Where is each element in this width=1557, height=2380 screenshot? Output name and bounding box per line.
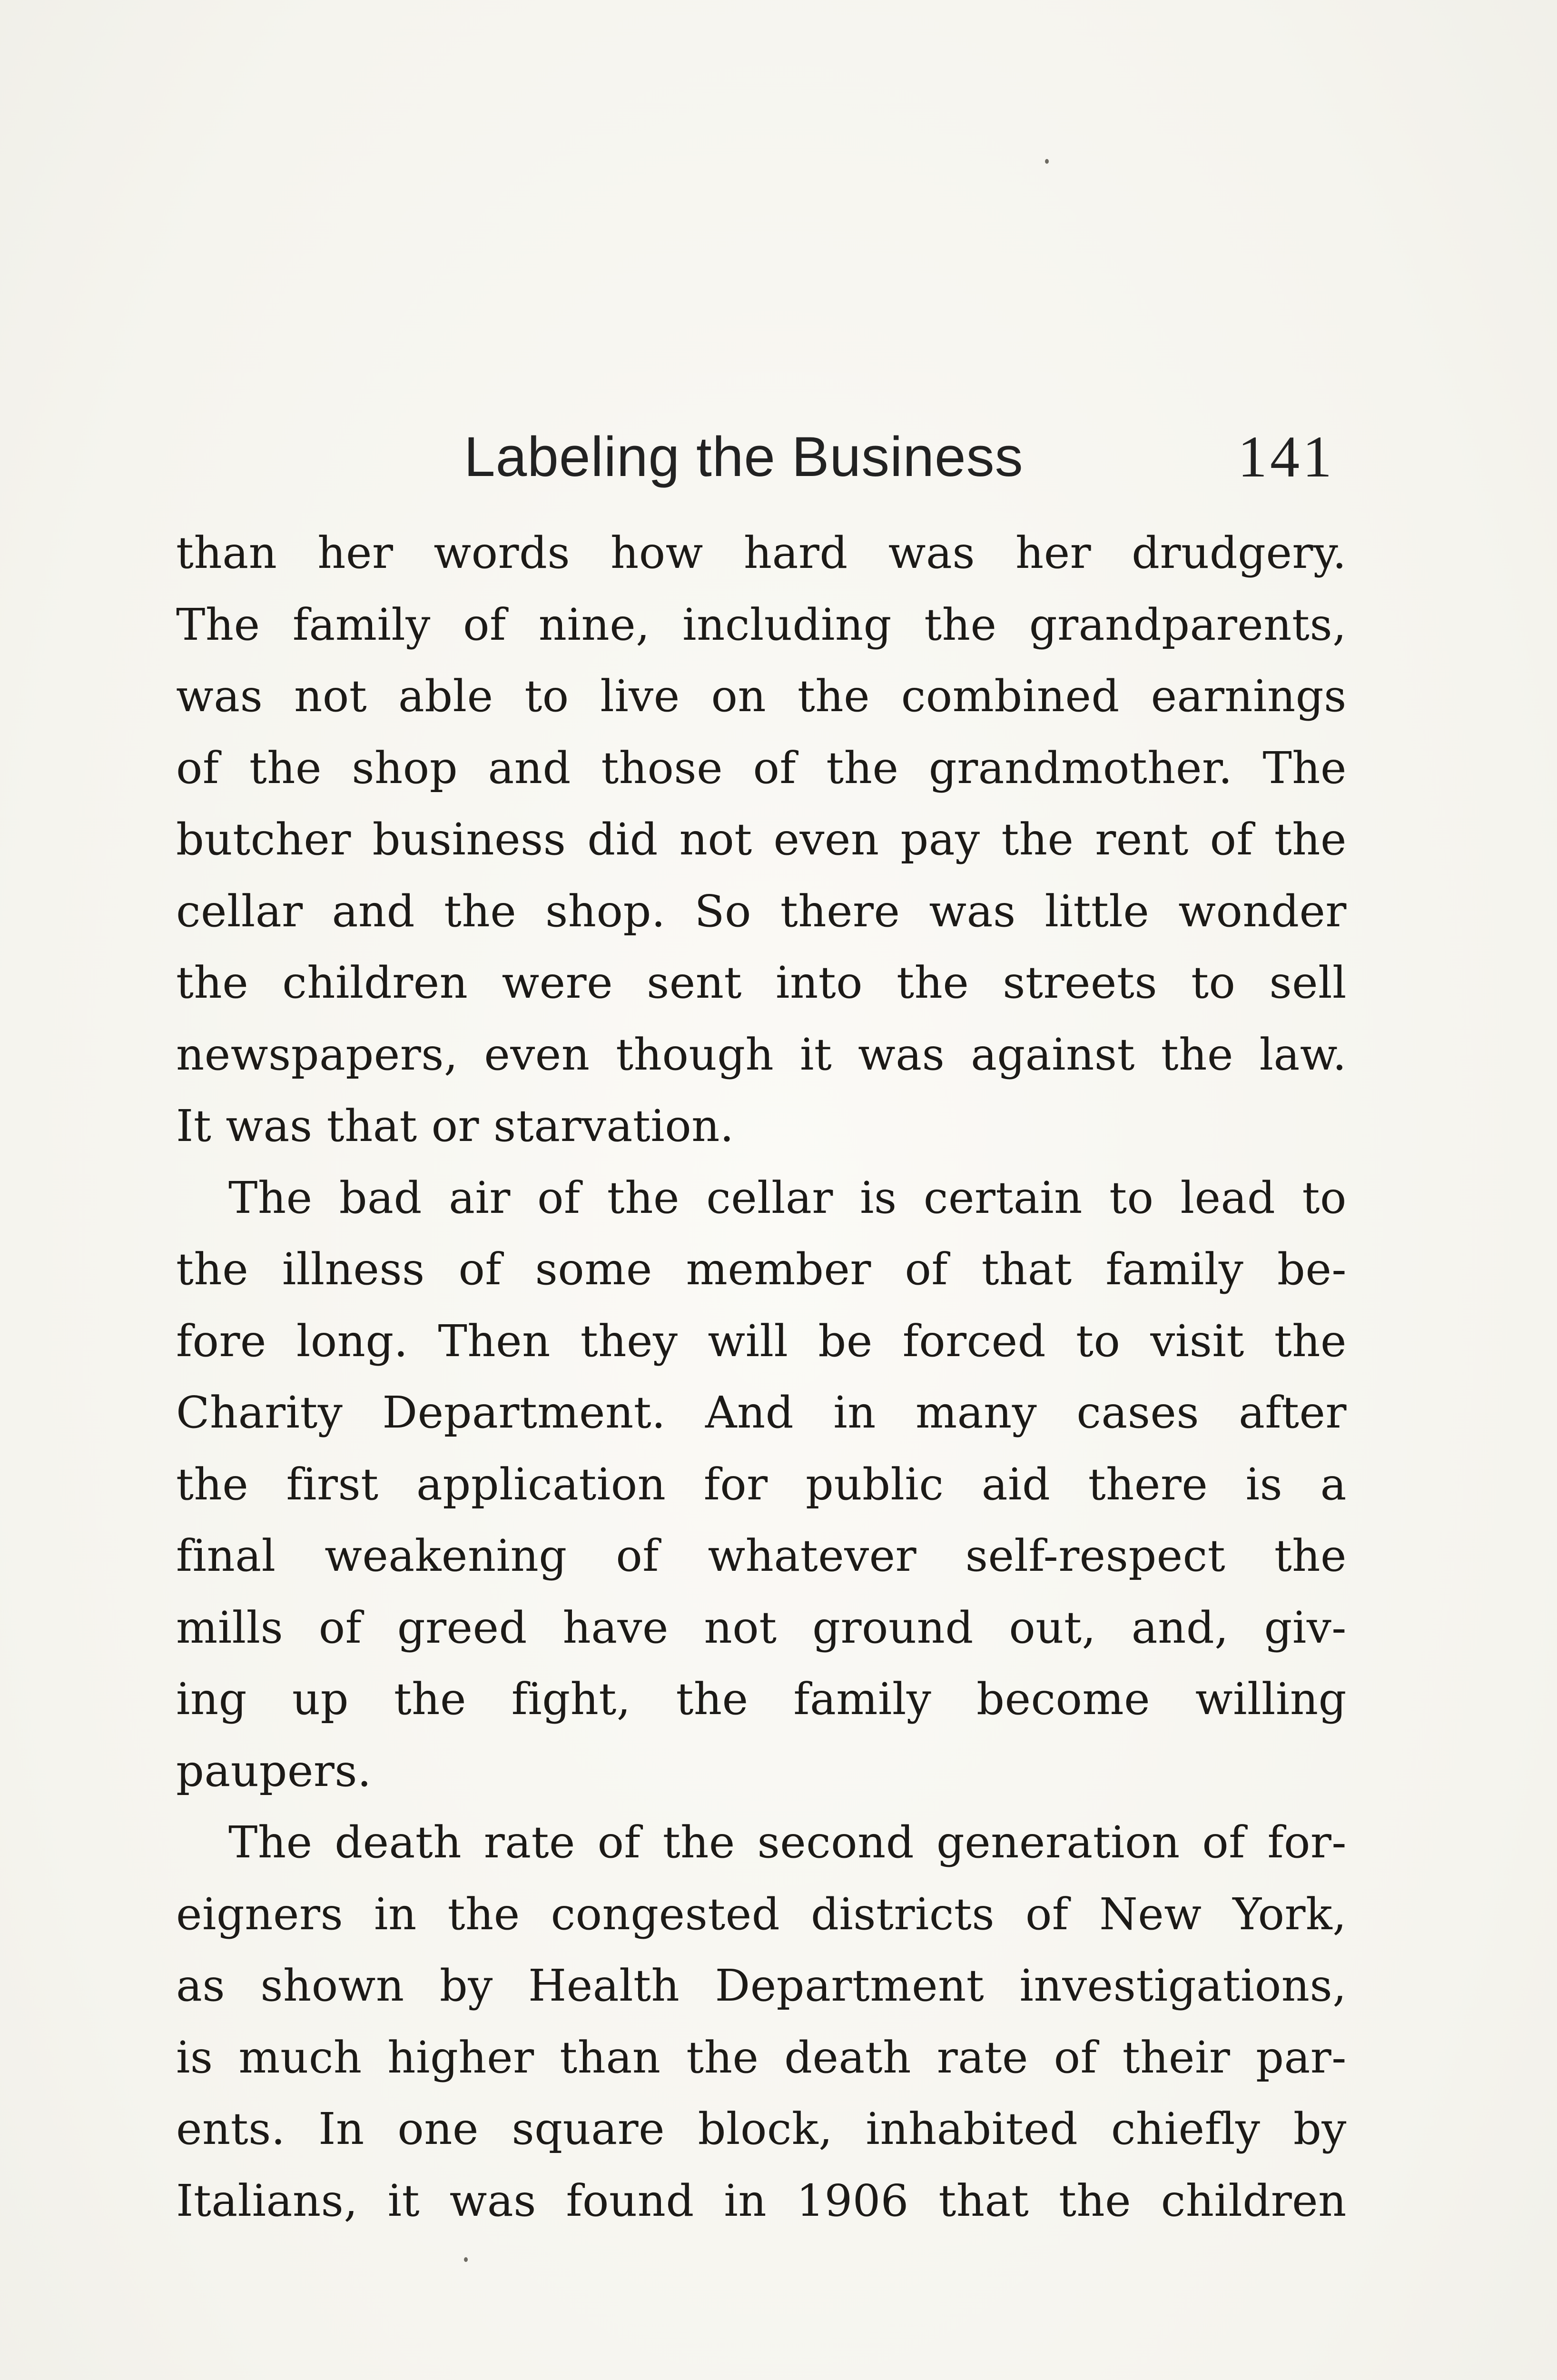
text-line xyxy=(176,1019,1347,1091)
word: of xyxy=(1210,814,1253,865)
word: for xyxy=(703,1458,768,1510)
word: be xyxy=(818,1315,873,1367)
word: will xyxy=(708,1315,788,1367)
word: they xyxy=(580,1315,678,1367)
text-line xyxy=(176,2022,1347,2094)
word: that xyxy=(981,1244,1072,1295)
word: starvation. xyxy=(493,1101,734,1151)
word: ground xyxy=(812,1602,974,1653)
word: higher xyxy=(387,2032,534,2083)
word: giv- xyxy=(1264,1602,1347,1653)
word: how xyxy=(611,527,703,578)
word: of xyxy=(1054,2032,1097,2083)
word: not xyxy=(704,1602,777,1653)
word: the xyxy=(444,885,517,937)
word: of xyxy=(463,599,506,650)
word: and, xyxy=(1131,1602,1229,1653)
word: than xyxy=(176,527,277,578)
word: the xyxy=(1274,1530,1347,1581)
word: The xyxy=(176,599,260,650)
word: the xyxy=(924,599,997,650)
word: paupers. xyxy=(176,1745,372,1796)
word: to xyxy=(1109,1172,1154,1223)
word: weakening xyxy=(325,1530,567,1581)
word: fore xyxy=(176,1315,266,1367)
word: forced xyxy=(902,1315,1046,1367)
word: up xyxy=(292,1674,349,1725)
text-line xyxy=(176,1879,1347,1951)
word: on xyxy=(711,671,767,722)
word: it xyxy=(799,1029,832,1080)
text-line xyxy=(176,804,1347,876)
word: grandparents, xyxy=(1029,599,1347,650)
word: rate xyxy=(483,1817,575,1868)
word: The xyxy=(228,1172,313,1223)
word: law. xyxy=(1259,1029,1347,1080)
word: in xyxy=(724,2175,767,2226)
word: the xyxy=(1274,814,1347,865)
word: Charity xyxy=(176,1387,343,1438)
word: to xyxy=(1191,957,1236,1008)
word: application xyxy=(416,1458,666,1510)
word: the xyxy=(176,1458,249,1510)
word: be- xyxy=(1277,1244,1347,1295)
word: greed xyxy=(397,1602,527,1653)
word: So xyxy=(694,885,751,937)
word: the xyxy=(447,1888,520,1940)
text-line xyxy=(176,661,1347,733)
word: have xyxy=(562,1602,669,1653)
word: Then xyxy=(438,1315,551,1367)
word: cellar xyxy=(176,885,303,937)
word: some xyxy=(535,1244,652,1295)
word: Department. xyxy=(382,1387,666,1438)
word: par- xyxy=(1256,2032,1347,2083)
word: even xyxy=(773,814,879,865)
word: of xyxy=(1202,1817,1245,1868)
word: against xyxy=(971,1029,1135,1080)
word: is xyxy=(860,1172,897,1223)
word: family xyxy=(1105,1244,1244,1295)
word: air xyxy=(449,1172,511,1223)
word: streets xyxy=(1003,957,1158,1008)
word: was xyxy=(929,885,1016,937)
word: is xyxy=(1245,1458,1283,1510)
word: little xyxy=(1045,885,1150,937)
word: though xyxy=(616,1029,774,1080)
word: shop xyxy=(352,742,458,793)
word: able xyxy=(398,671,493,722)
word: that xyxy=(326,1101,417,1151)
word: combined xyxy=(901,671,1120,722)
text-line xyxy=(176,947,1347,1019)
word: of xyxy=(176,742,219,793)
text-line xyxy=(176,1377,1347,1449)
word: self-respect xyxy=(965,1530,1226,1581)
word: fight, xyxy=(511,1674,631,1725)
word: there xyxy=(1088,1458,1208,1510)
word: and xyxy=(488,742,571,793)
word: to xyxy=(1302,1172,1347,1223)
word: sent xyxy=(647,957,742,1008)
word: family xyxy=(793,1674,932,1725)
word: by xyxy=(439,1960,493,2011)
word: was xyxy=(888,527,976,578)
word: the xyxy=(394,1674,466,1725)
text-line xyxy=(176,1520,1347,1592)
word: newspapers, xyxy=(176,1029,458,1080)
word: or xyxy=(431,1101,480,1151)
word: illness xyxy=(282,1244,425,1295)
word: it xyxy=(387,2175,420,2226)
word: pay xyxy=(900,814,980,865)
word: congested xyxy=(551,1888,780,1940)
word: than xyxy=(560,2032,661,2083)
text-line xyxy=(176,1234,1347,1306)
word: her xyxy=(317,527,394,578)
body-text xyxy=(176,517,1347,2237)
word: butcher xyxy=(176,814,351,865)
word: Italians, xyxy=(176,2175,358,2226)
word: cases xyxy=(1076,1387,1200,1438)
word: as xyxy=(176,1960,226,2011)
word: children xyxy=(282,957,468,1008)
word: not xyxy=(679,814,752,865)
paragraph-first-line xyxy=(176,1807,1347,1879)
word: their xyxy=(1122,2032,1231,2083)
word: of xyxy=(1025,1888,1069,1940)
word: cellar xyxy=(706,1172,833,1223)
paper-speck xyxy=(464,2257,468,2262)
word: not xyxy=(294,671,367,722)
word: the xyxy=(1058,2175,1132,2226)
word: public xyxy=(805,1458,944,1510)
word: Health xyxy=(528,1960,680,2011)
word: for- xyxy=(1267,1817,1347,1868)
word: New xyxy=(1099,1888,1202,1940)
word: of xyxy=(753,742,796,793)
word: ing xyxy=(176,1674,247,1725)
word: by xyxy=(1293,2103,1347,2154)
word: districts xyxy=(810,1888,995,1940)
word: The xyxy=(228,1817,313,1868)
word: whatever xyxy=(708,1530,917,1581)
running-title: Labeling the Business xyxy=(464,426,1024,488)
word: And xyxy=(705,1387,794,1438)
word: was xyxy=(176,671,263,722)
text-line xyxy=(176,1592,1347,1664)
word: mills xyxy=(176,1602,284,1653)
word: bad xyxy=(339,1172,422,1223)
word: live xyxy=(600,671,680,722)
word: the xyxy=(176,957,249,1008)
word: to xyxy=(524,671,569,722)
word: earnings xyxy=(1151,671,1347,722)
text-line xyxy=(176,1950,1347,2022)
word: In xyxy=(318,2103,365,2154)
word: is xyxy=(176,2032,213,2083)
word: the xyxy=(676,1674,749,1725)
word: children xyxy=(1161,2175,1347,2226)
word: the xyxy=(662,1817,735,1868)
word: It xyxy=(176,1101,212,1151)
text-line xyxy=(176,1091,1347,1162)
word: there xyxy=(780,885,900,937)
word: the xyxy=(176,1244,249,1295)
word: become xyxy=(976,1674,1151,1725)
word: lead xyxy=(1180,1172,1276,1223)
word: in xyxy=(833,1387,876,1438)
word: final xyxy=(176,1530,276,1581)
word: nine, xyxy=(538,599,650,650)
paragraph-first-line xyxy=(176,1162,1347,1234)
word: death xyxy=(784,2032,912,2083)
word: were xyxy=(502,957,613,1008)
word: words xyxy=(434,527,571,578)
word: York, xyxy=(1232,1888,1347,1940)
word: of xyxy=(318,1602,362,1653)
word: out, xyxy=(1009,1602,1096,1653)
word: square xyxy=(512,2103,665,2154)
text-line xyxy=(176,1735,1347,1807)
word: the xyxy=(1161,1029,1233,1080)
word: hard xyxy=(743,527,848,578)
word: certain xyxy=(923,1172,1083,1223)
word: in xyxy=(374,1888,417,1940)
word: and xyxy=(332,885,415,937)
word: one xyxy=(397,2103,479,2154)
word: member xyxy=(686,1244,871,1295)
text-line xyxy=(176,1449,1347,1521)
word: ents. xyxy=(176,2103,286,2154)
word: that xyxy=(938,2175,1029,2226)
word: of xyxy=(537,1172,581,1223)
word: those xyxy=(601,742,723,793)
text-line xyxy=(176,2165,1347,2237)
text-line xyxy=(176,2093,1347,2165)
word: to xyxy=(1075,1315,1121,1367)
word: aid xyxy=(981,1458,1051,1510)
word: business xyxy=(372,814,566,865)
word: rate xyxy=(936,2032,1028,2083)
word: investigations, xyxy=(1019,1960,1347,2011)
running-head xyxy=(464,419,1335,495)
text-line xyxy=(176,589,1347,661)
word: even xyxy=(484,1029,590,1080)
word: wonder xyxy=(1178,885,1347,937)
word: was xyxy=(226,1101,313,1151)
word: many xyxy=(915,1387,1037,1438)
word: grandmother. xyxy=(928,742,1233,793)
word: death xyxy=(335,1817,462,1868)
word: visit xyxy=(1150,1315,1244,1367)
word: inhabited xyxy=(866,2103,1078,2154)
word: the xyxy=(686,2032,759,2083)
text-line xyxy=(176,1664,1347,1735)
word: block, xyxy=(698,2103,833,2154)
word: including xyxy=(682,599,892,650)
word: drudgery. xyxy=(1132,527,1347,578)
word: was xyxy=(449,2175,536,2226)
word: rent xyxy=(1095,814,1189,865)
text-line xyxy=(176,733,1347,804)
word: the xyxy=(897,957,969,1008)
word: the xyxy=(1274,1315,1347,1367)
word: generation xyxy=(936,1817,1180,1868)
word: the xyxy=(249,742,322,793)
word: chiefly xyxy=(1111,2103,1261,2154)
page-number: 141 xyxy=(1238,424,1335,489)
text-line xyxy=(176,876,1347,948)
word: eigners xyxy=(176,1888,344,1940)
word: the xyxy=(607,1172,680,1223)
word: a xyxy=(1320,1458,1347,1510)
word: shop. xyxy=(545,885,666,937)
word: the xyxy=(1001,814,1074,865)
word: of xyxy=(458,1244,502,1295)
word: sell xyxy=(1269,957,1347,1008)
word: after xyxy=(1239,1387,1347,1438)
word: did xyxy=(587,814,658,865)
word: the xyxy=(826,742,899,793)
word: of xyxy=(616,1530,659,1581)
word: the xyxy=(797,671,870,722)
word: shown xyxy=(260,1960,404,2011)
word: much xyxy=(238,2032,362,2083)
word: willing xyxy=(1195,1674,1347,1725)
word: first xyxy=(286,1458,379,1510)
word: into xyxy=(776,957,863,1008)
word: Department xyxy=(715,1960,985,2011)
word: of xyxy=(905,1244,948,1295)
word: 1906 xyxy=(796,2175,909,2226)
paper-speck xyxy=(1045,159,1049,164)
word: The xyxy=(1262,742,1347,793)
word: found xyxy=(566,2175,694,2226)
word: family xyxy=(292,599,431,650)
word: was xyxy=(858,1029,945,1080)
word: long. xyxy=(296,1315,408,1367)
text-line xyxy=(176,1306,1347,1378)
word: second xyxy=(757,1817,915,1868)
word: her xyxy=(1015,527,1092,578)
text-line xyxy=(176,517,1347,589)
word: of xyxy=(597,1817,641,1868)
